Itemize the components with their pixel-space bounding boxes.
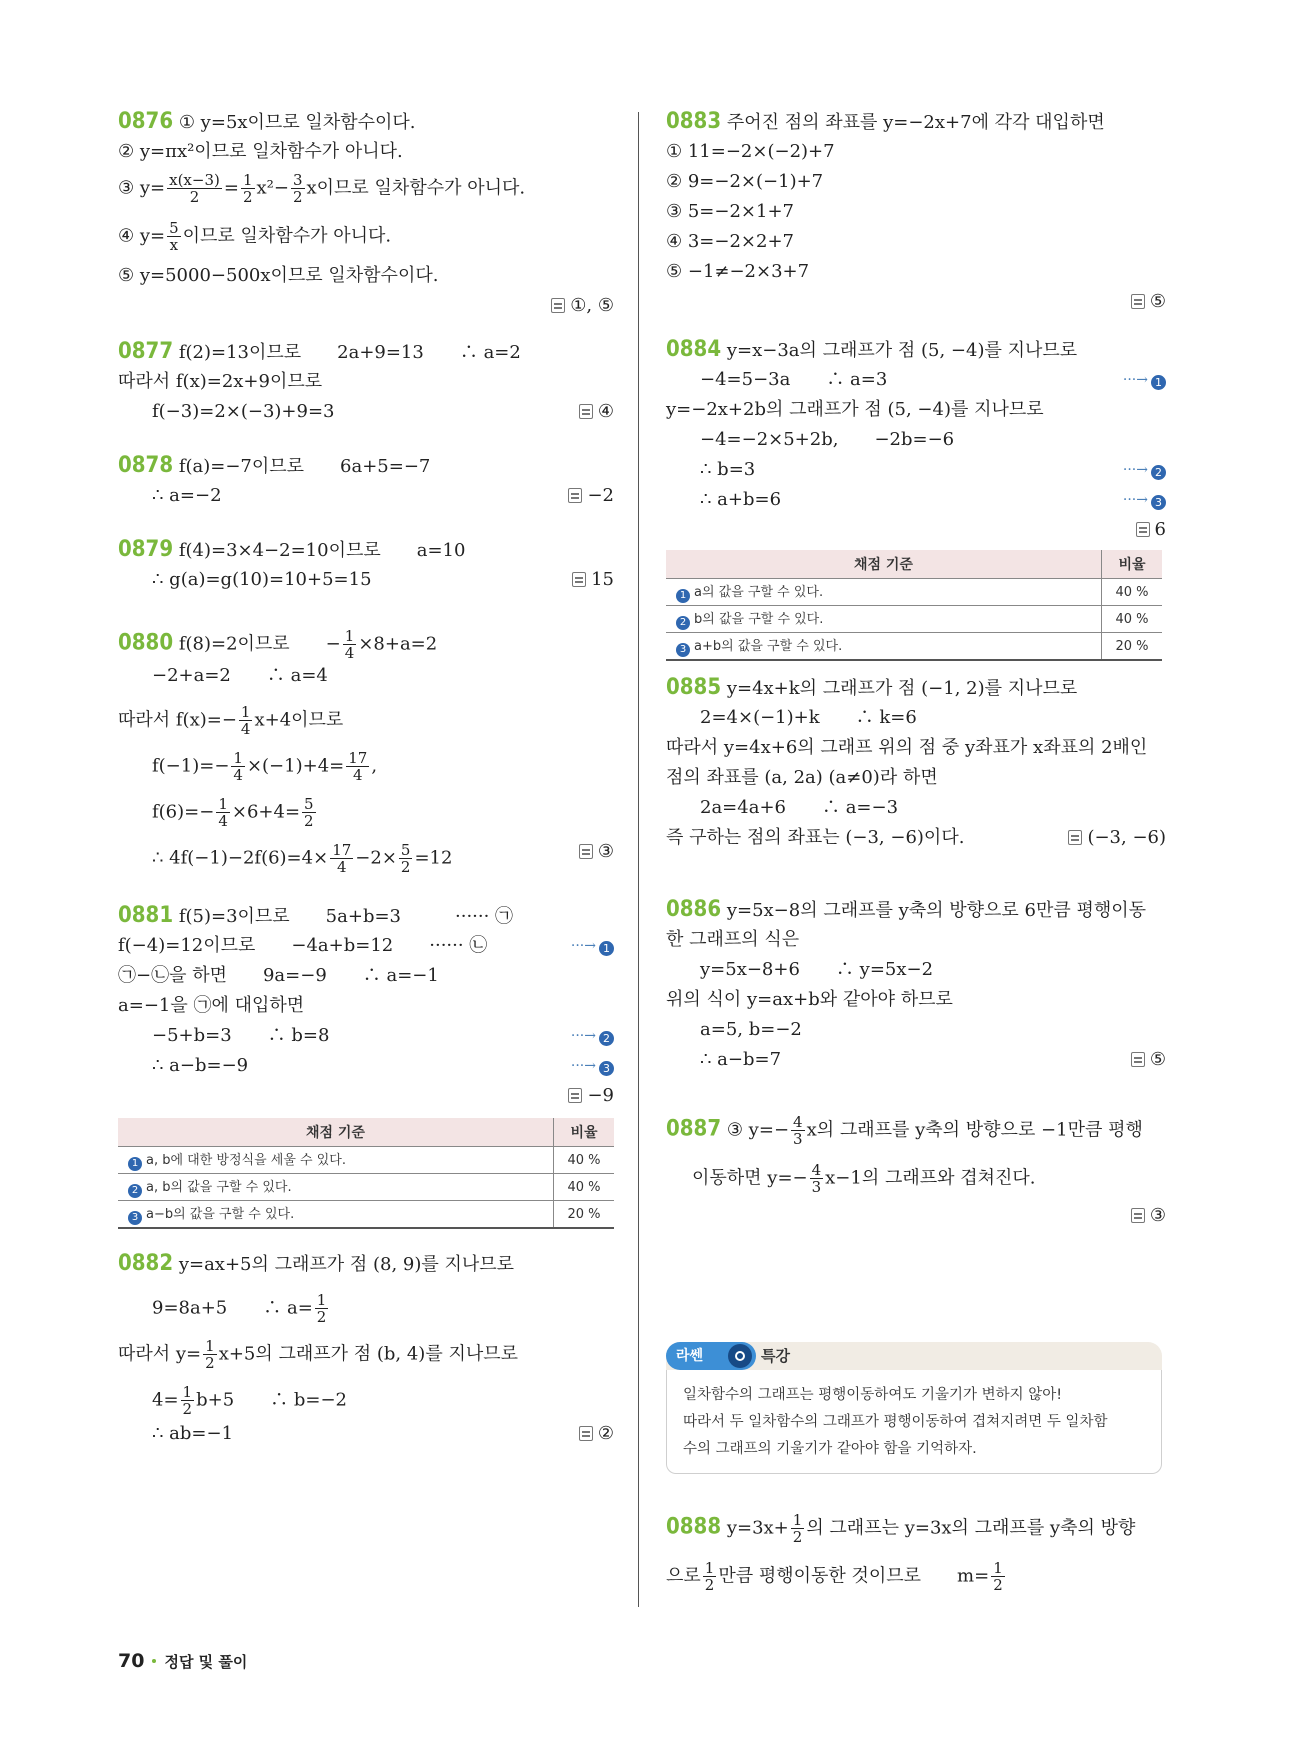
problem-number: 0887 bbox=[666, 1116, 722, 1142]
answer: (−3, −6) bbox=[1068, 828, 1166, 848]
answer-icon bbox=[568, 1088, 582, 1103]
page-footer bbox=[118, 1650, 247, 1672]
problem-number: 0885 bbox=[666, 675, 722, 700]
scoring-table: 채점 기준 비율 1 a의 값을 구할 수 있다. 40 % 2 b의 값을 구할 수 있다. 40 % 3 a+b의 값을 구할 수 있다. 20 % bbox=[666, 550, 1162, 661]
answer-icon bbox=[579, 1426, 593, 1441]
problem-number: 0881 bbox=[118, 903, 174, 928]
tip-box bbox=[666, 1342, 1162, 1474]
column-divider bbox=[638, 112, 639, 1607]
step-marker: ···→ 2 bbox=[571, 1026, 614, 1046]
answer: 15 bbox=[572, 570, 614, 590]
answer-icon bbox=[1131, 294, 1145, 309]
answer: −2 bbox=[568, 486, 614, 506]
ring-icon bbox=[728, 1344, 752, 1368]
answer: ⑤ bbox=[1131, 292, 1166, 312]
problem-number: 0884 bbox=[666, 337, 722, 362]
problem-number: 0883 bbox=[666, 109, 722, 134]
answer: ⑤ bbox=[1131, 1050, 1166, 1070]
answer: −9 bbox=[568, 1086, 614, 1106]
answer: 6 bbox=[1136, 520, 1166, 540]
scoring-table: 채점 기준 비율 1 a, b에 대한 방정식을 세울 수 있다. 40 % 2 a, b의 값을 구할 수 있다. 40 % 3 a−b의 값을 구할 수 있다. 20 % bbox=[118, 1118, 614, 1229]
tip-header: 라쎈 특강 bbox=[666, 1342, 1162, 1370]
tip-label: 라쎈 bbox=[666, 1342, 756, 1370]
answer-icon bbox=[1136, 522, 1150, 537]
answer-icon bbox=[551, 298, 565, 313]
answer: ② bbox=[579, 1424, 614, 1444]
problem-number: 0880 bbox=[118, 630, 174, 656]
answer: ③ bbox=[1131, 1206, 1166, 1226]
answer-icon bbox=[579, 844, 593, 859]
answer-icon bbox=[1068, 830, 1082, 845]
answer: ④ bbox=[579, 402, 614, 422]
step-marker: ···→ 2 bbox=[1123, 460, 1166, 480]
problem-number: 0888 bbox=[666, 1514, 722, 1540]
answer-icon bbox=[1131, 1052, 1145, 1067]
tip-body: 일차함수의 그래프는 평행이동하여도 기울기가 변하지 않아! 따라서 두 일차함수의 그래프가 평행이동하여 겹쳐지려면 두 일차함 수의 그래프의 기울기가 같아야 함을 기억하자. bbox=[666, 1370, 1162, 1474]
problem-number: 0876 bbox=[118, 109, 174, 134]
section-label: 정답 및 풀이 bbox=[164, 1653, 248, 1671]
step-marker: ···→ 3 bbox=[571, 1056, 614, 1076]
step-marker: ···→ 3 bbox=[1123, 490, 1166, 510]
answer-icon bbox=[579, 404, 593, 419]
answer-icon bbox=[572, 572, 586, 587]
bullet-icon bbox=[152, 1659, 156, 1663]
problem-number: 0886 bbox=[666, 897, 722, 922]
step-marker: ···→ 1 bbox=[571, 936, 614, 956]
problem-number: 0877 bbox=[118, 339, 174, 364]
problem-number: 0879 bbox=[118, 537, 174, 562]
page-number: 70 bbox=[118, 1650, 145, 1672]
answer: ③ bbox=[579, 842, 614, 862]
problem-number: 0882 bbox=[118, 1251, 174, 1276]
step-marker: ···→ 1 bbox=[1123, 370, 1166, 390]
answer: ①, ⑤ bbox=[551, 296, 614, 316]
answer-icon bbox=[1131, 1208, 1145, 1223]
answer-icon bbox=[568, 488, 582, 503]
problem-number: 0878 bbox=[118, 453, 174, 478]
